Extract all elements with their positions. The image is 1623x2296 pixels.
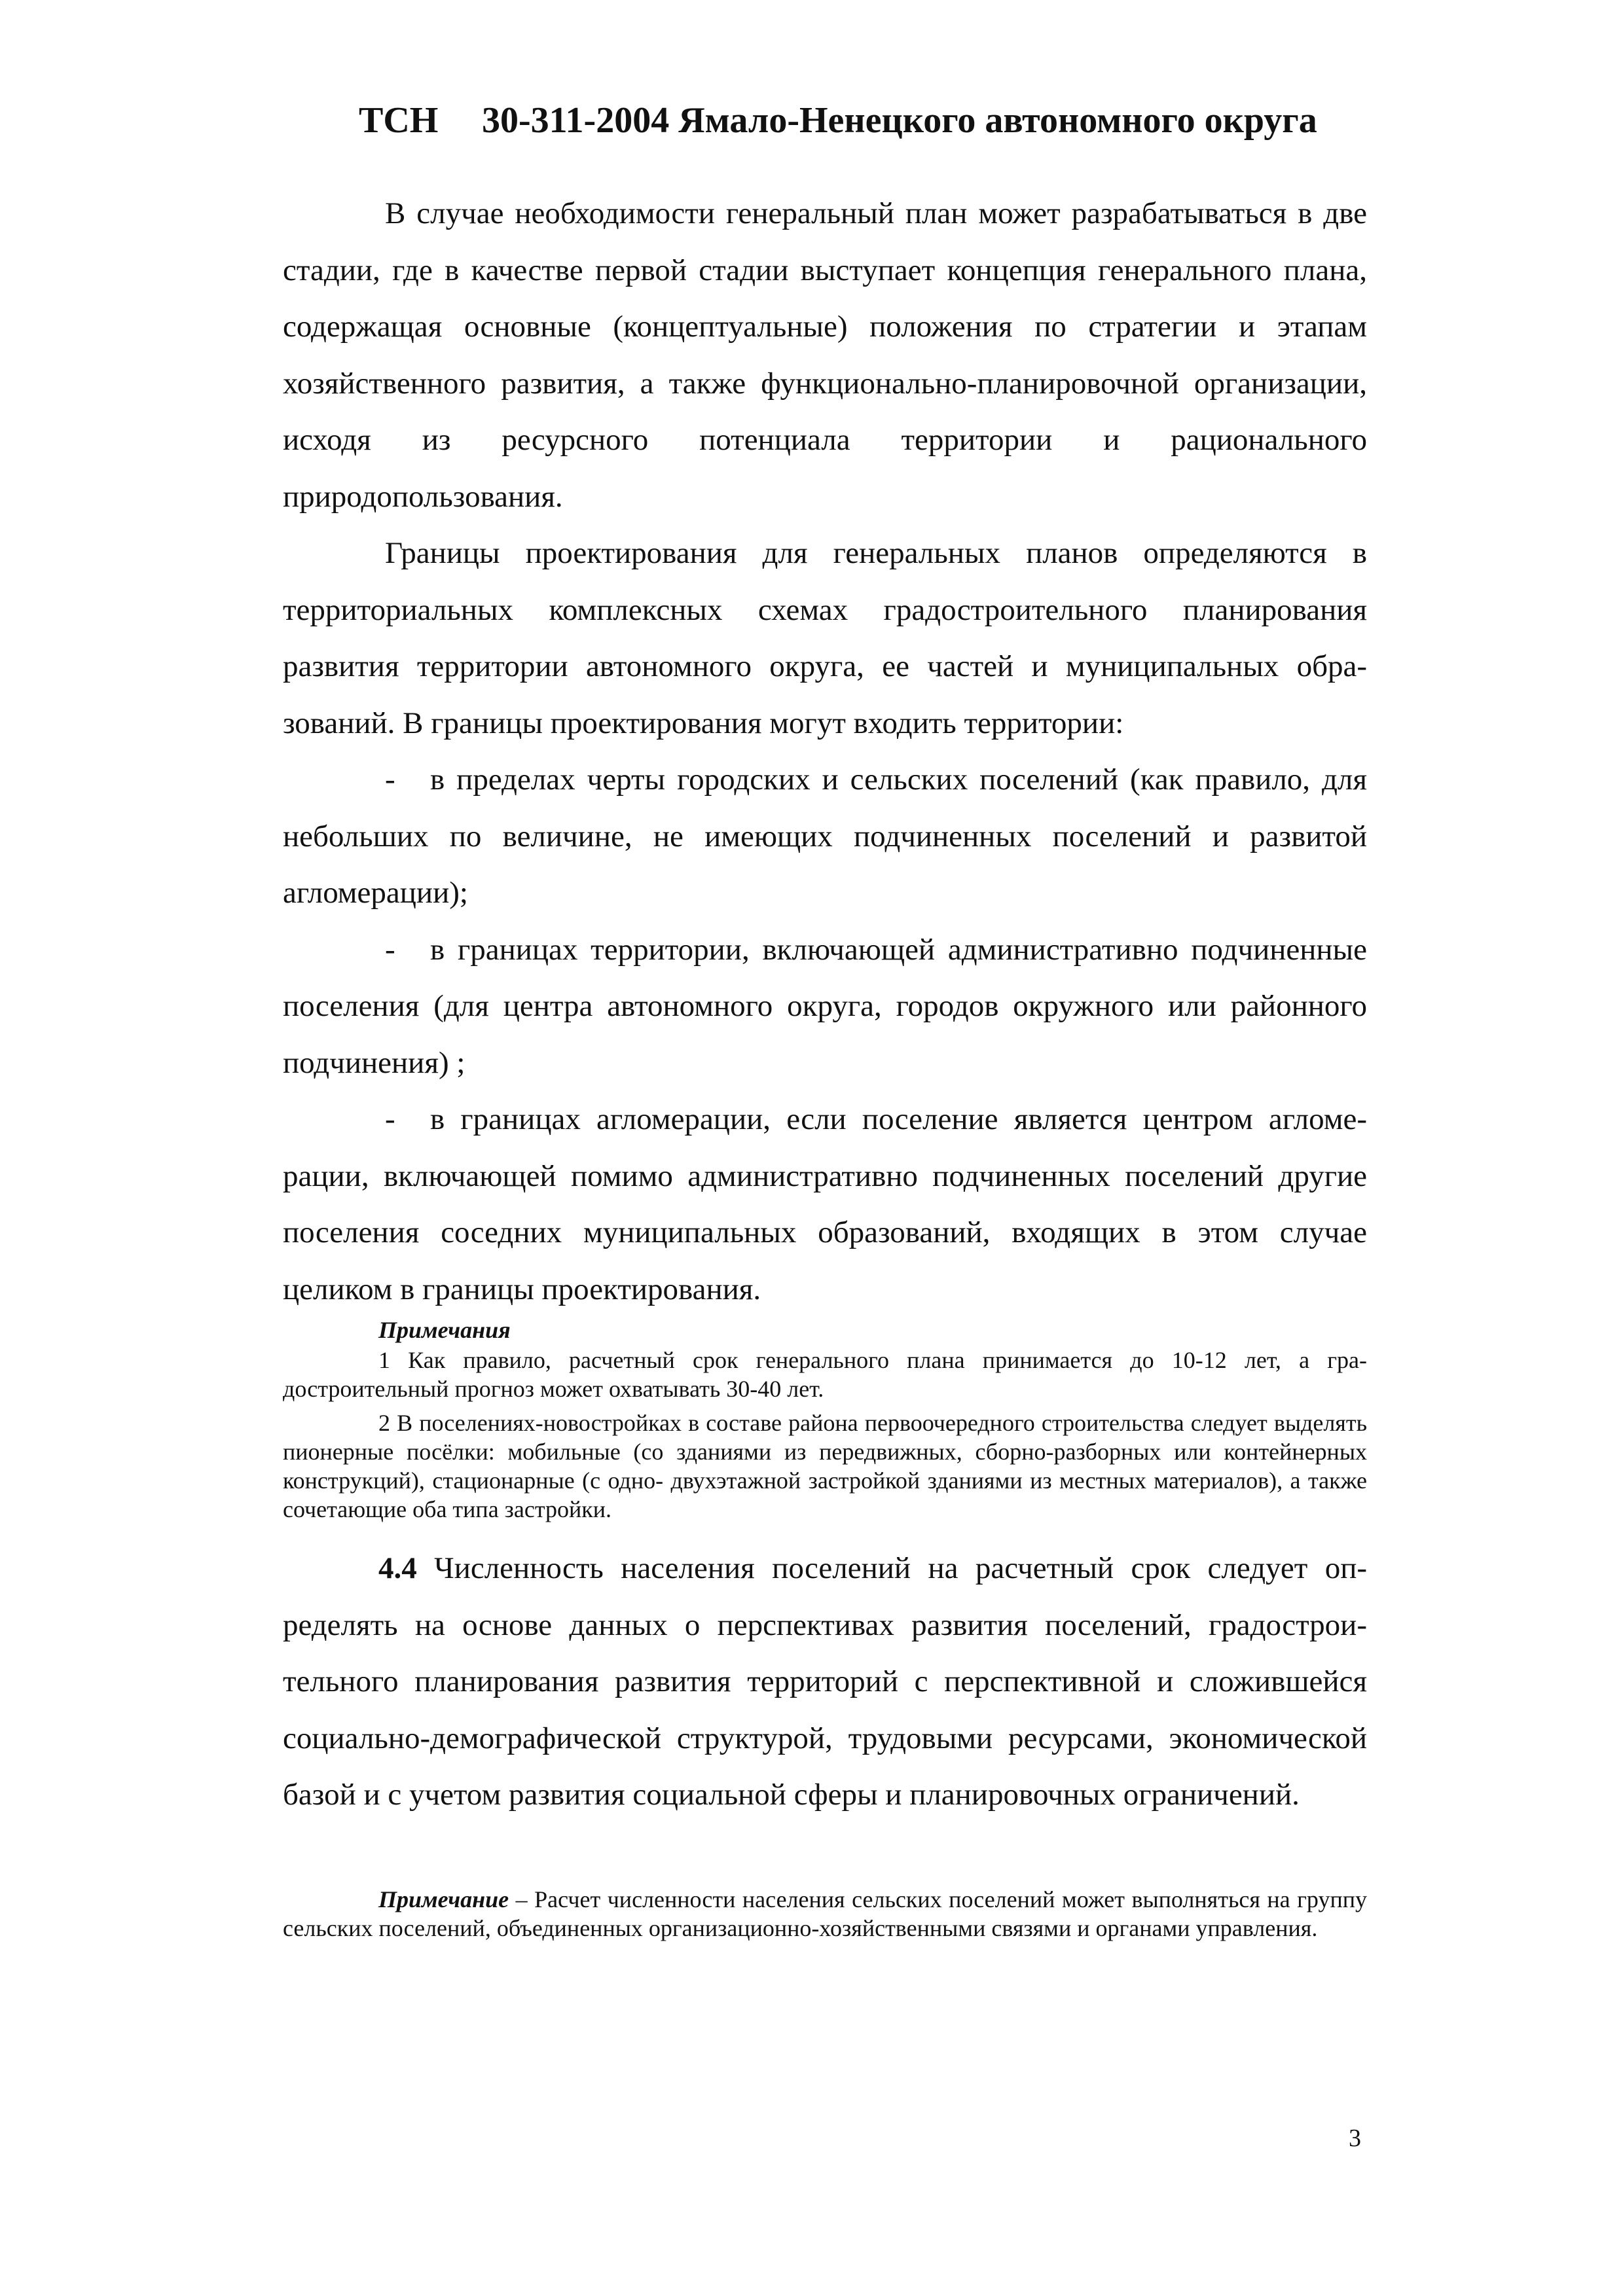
page-number: 3: [1349, 2125, 1361, 2152]
note-item: 1 Как правило, расчетный срок генерального плана принимается до 10-12 лет, а градостроительный прогноз может охватывать 30-40 лет.: [283, 1347, 1367, 1402]
list-item: [283, 751, 1367, 922]
list-item-text: в пределах черты городских и сельских поселений (как правило, для небольших по величине, не имеющих подчиненных поселений и развитой агломерации);: [283, 762, 1367, 910]
final-note-separator: –: [509, 1886, 535, 1912]
running-header: [359, 97, 1367, 144]
list-marker: -: [385, 1102, 395, 1136]
section-paragraph: [283, 1540, 1367, 1823]
final-note-label: Примечание: [378, 1886, 509, 1912]
paragraph-general-plan-stages: В случае необходимости генеральный план может разрабатываться в две стадии, где в качестве первой стадии выступает концепция генерального плана, содержащая основные (концептуальные) положения по стратегии и этапам хозяйственного развития, а также функционально-планировочной организации, исходя из ресурсного потенциала территории и рационального природопользования.: [283, 196, 1367, 514]
list-marker: -: [385, 762, 395, 797]
list-marker: -: [385, 932, 395, 967]
list-item: [283, 922, 1367, 1092]
notes-block: [283, 1316, 1367, 1524]
list-item: [283, 1091, 1367, 1318]
body-section: [283, 185, 1367, 1318]
list-item-text: в границах агломерации, если поселение является центром агломерации, включающей помимо административно подчиненных поселений другие поселения соседних муниципальных образований, входящих в этом случае целиком в границы проектирования.: [283, 1102, 1367, 1306]
note-item: 2 В поселениях-новостройках в составе района первоочередного строительства следует выделять пионерные посёлки: мобильные (со зданиями из передвижных, сборно-разборных или контейнерных конструкций), стационарные (с одно- двухэтажной застройкой зданиями из местных материалов), а также сочетающие оба типа застройки.: [283, 1410, 1367, 1522]
final-note: [283, 1885, 1367, 1943]
header-doc-code: ТСН: [359, 100, 439, 141]
list-item-text: в границах территории, включающей административно подчиненные поселения (для центра автономного округа, городов окружного или районного подчинения) ;: [283, 932, 1367, 1080]
paragraph-design-boundaries: Границы проектирования для генеральных планов определяются в территориальных комплексных схемах градостроительного планирования развития территории автономного округа, ее частей и муниципальных образований. В границы проектирования могут входить территории:: [283, 536, 1367, 740]
header-doc-title: 30-311-2004 Ямало-Ненецкого автономного округа: [482, 100, 1317, 141]
section-number: 4.4: [378, 1551, 417, 1585]
section-text: Численность населения поселений на расчетный срок следует определять на основе данных о перспективах развития поселений, градостроительного планирования развития территорий с перспективной и сложившейся социально-демографической структурой, трудовыми ресурсами, экономической базой и с учетом развития социальной сферы и планировочных ограничений.: [283, 1551, 1368, 1812]
notes-title: Примечания: [378, 1317, 511, 1343]
section-4-4: [283, 1540, 1367, 1823]
final-note-paragraph: [283, 1885, 1367, 1943]
final-note-text: Расчет численности населения сельских поселений может выполняться на группу сельских поселений, объединенных организационно-хозяйственными связями и органами управления.: [283, 1886, 1367, 1941]
